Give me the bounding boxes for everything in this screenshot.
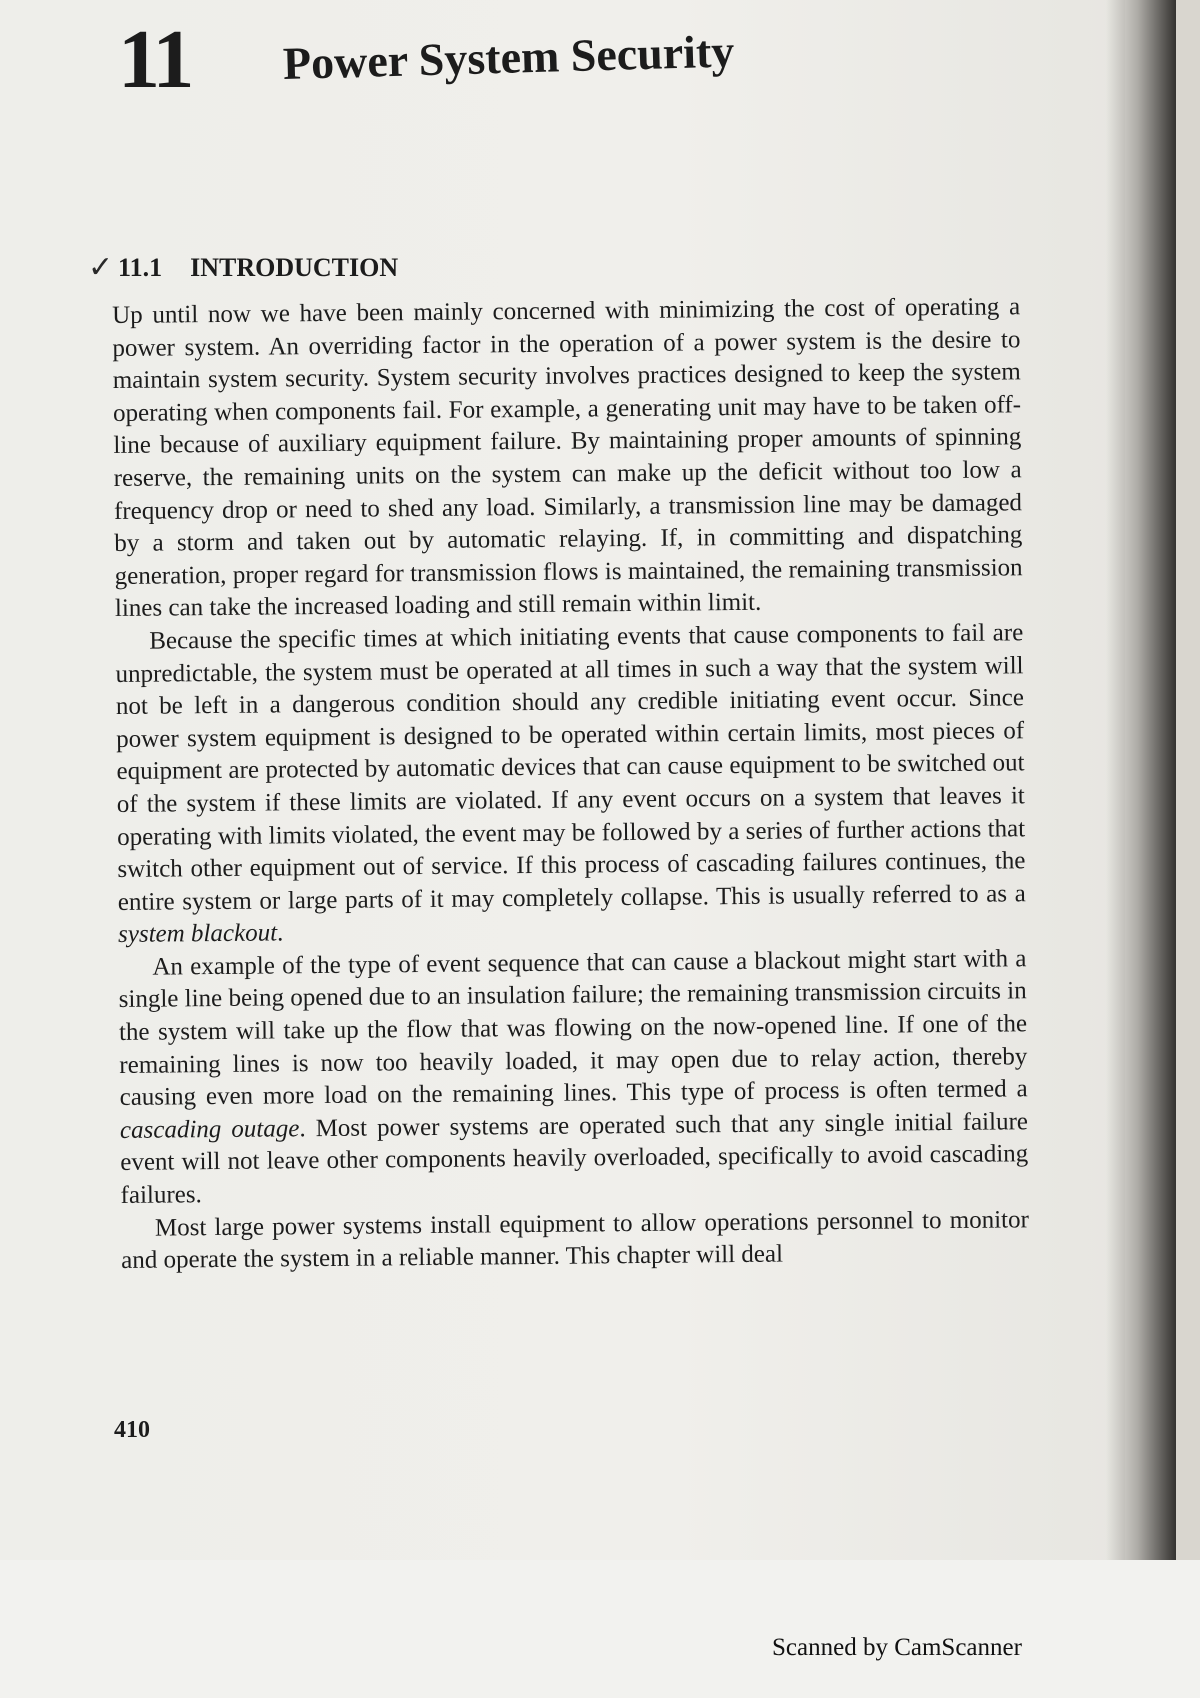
- chapter-header: [118, 10, 918, 110]
- paragraph-1: [112, 291, 1023, 626]
- section-title: INTRODUCTION: [190, 253, 399, 282]
- book-spine-shadow: [1106, 0, 1176, 1560]
- paragraph-2: [115, 617, 1026, 952]
- paragraph-3: [118, 943, 1028, 1212]
- body-text: [112, 291, 1029, 1277]
- section-heading: [88, 252, 398, 284]
- page-number: 410: [114, 1417, 150, 1443]
- emphasized-term: cascading outage: [119, 1115, 300, 1144]
- scan-bottom-margin: [0, 1560, 1200, 1698]
- paragraph-text: Most large power systems install equipment to allow operations personnel to monitor and operate the system in a reliable manner. This chapter will deal: [121, 1205, 1029, 1275]
- scanner-watermark: Scanned by CamScanner: [772, 1634, 1022, 1661]
- paragraph-text: Up until now we have been mainly concerned with minimizing the cost of operating a power system. An overriding factor in the operation of a power system is the desire to maintain system security. System security involves practices designed to keep the system operating when components fail. For example, a generating unit may have to be taken off-line because of auxiliary equipment failure. By maintaining proper amounts of spinning reserve, the remaining units on the system can make up the deficit without too low a frequency drop or need to shed any load. Similarly, a transmission line may be damaged by a storm and taken out by automatic relaying. If, in committing and dispatching generation, proper regard for transmission flows is maintained, the remaining transmission lines can take the increased loading and still remain within limit.: [112, 293, 1023, 623]
- paragraph-text: Because the specific times at which initiating events that cause components to fail are unpredictable, the system must be operated at all times in such a way that the system will not be left in a dangerous condition should any credible initiating event occur. Since power system equipment is designed to be operated within certain limits, most pieces of equipment are protected by automatic devices that can cause equipment to be switched out of the system if these limits are violated. If any event occurs on a system that leaves it operating with limits violated, the event may be followed by a series of further actions that switch other equipment out of service. If this process of cascading failures continues, the entire system or large parts of it may completely collapse. This is usually referred to as a: [115, 619, 1026, 916]
- handwritten-check-mark: ✓: [88, 251, 114, 284]
- chapter-title: Power System Security: [282, 25, 735, 89]
- paragraph-4: [121, 1204, 1030, 1278]
- chapter-number: 11: [118, 13, 192, 106]
- paragraph-text: An example of the type of event sequence that can cause a blackout might start with a single line being opened due to an insulation failure; the remaining transmission circuits in the system will take up the flow that was flowing on the now-opened line. If one of the remaining lines is now too heavily loaded, it may open due to relay action, thereby causing even more load on the remaining lines. This type of process is often termed a: [118, 945, 1028, 1112]
- facing-page-edge: [1176, 0, 1200, 1560]
- section-number: 11.1: [118, 253, 163, 282]
- emphasized-term: system blackout: [117, 919, 278, 949]
- paragraph-text: .: [276, 919, 284, 947]
- paragraph-text: . Most power systems are operated such that any single initial failure event will not leave other components heavily overloaded, specifically to avoid cascading failures.: [120, 1108, 1029, 1209]
